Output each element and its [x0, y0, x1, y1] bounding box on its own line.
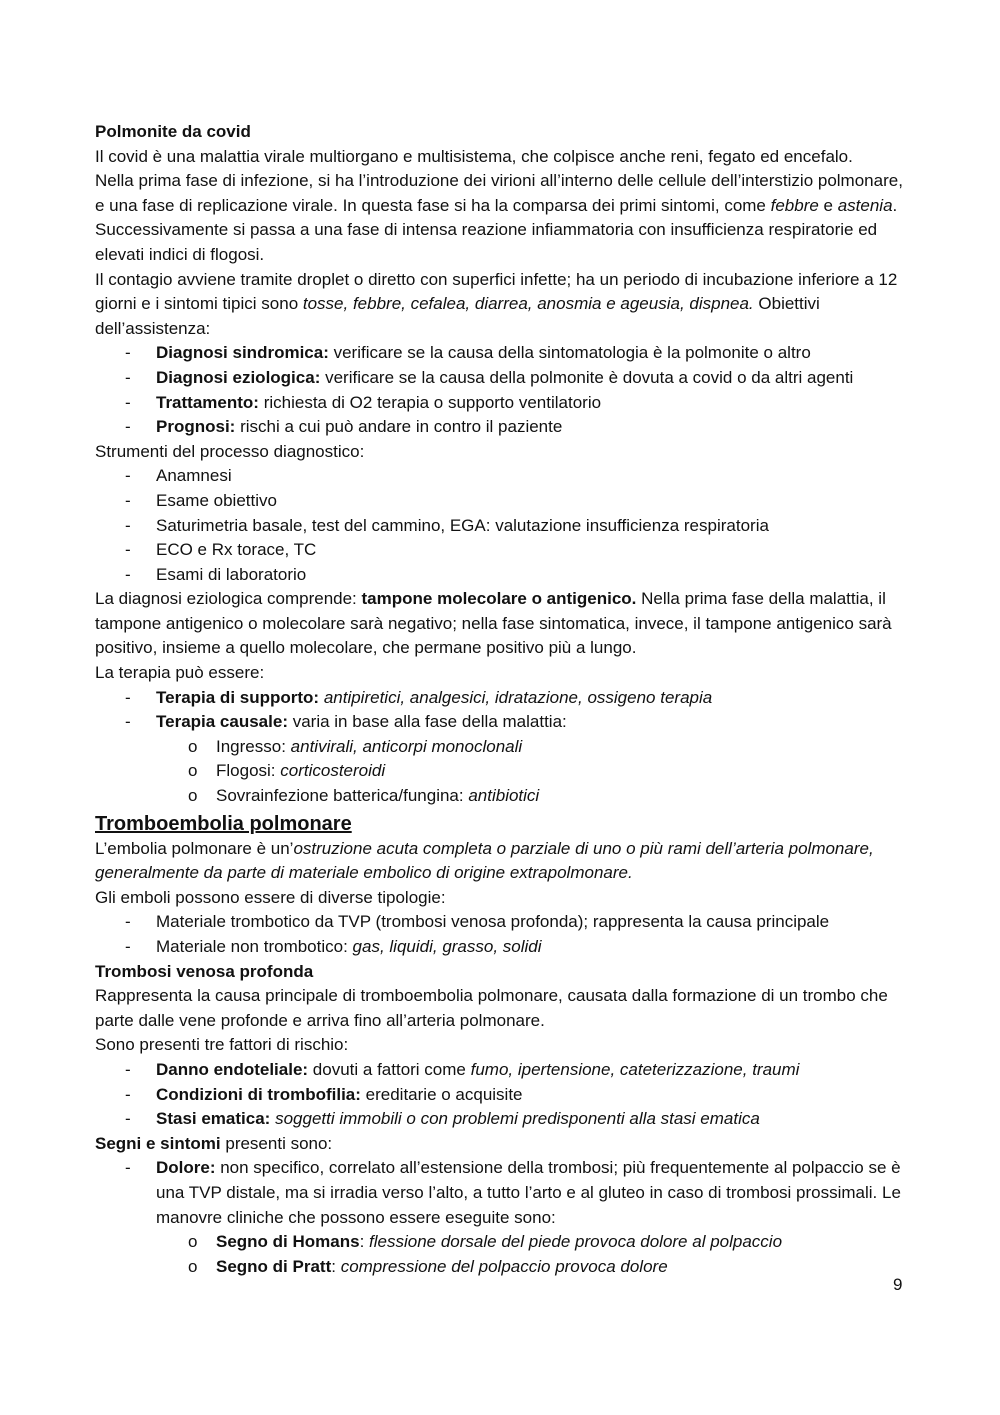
risk-list	[95, 1058, 910, 1132]
tools-list	[95, 464, 910, 587]
list-item: - Materiale trombotico da TVP (trombosi venosa profonda); rappresenta la causa principale	[95, 910, 910, 935]
emboli-list	[95, 910, 910, 959]
paragraph: Segni e sintomi presenti sono:	[95, 1133, 333, 1153]
goals-list	[95, 341, 910, 439]
list-item: - Esami di laboratorio	[95, 563, 910, 588]
list-item: - Esame obiettivo	[95, 489, 910, 514]
list-item: - Trattamento: richiesta di O2 terapia o supporto ventilatorio	[95, 391, 910, 416]
list-item: - Condizioni di trombofilia: ereditarie o acquisite	[95, 1083, 910, 1108]
paragraph: L’embolia polmonare è un’ostruzione acuta completa o parziale di uno o più rami dell’arteria polmonare, generalmente da parte di materiale embolico di origine extrapolmonare.	[95, 838, 874, 883]
paragraph: Nella prima fase di infezione, si ha l’introduzione dei virioni all’interno delle cellule dell’interstizio polmonare, e una fase di replicazione virale. In questa fase si ha la comparsa dei primi sintomi, come febbre e astenia. Successivamente si passa a una fase di intensa reazione infiammatoria con insufficienza respiratorie ed elevati indici di flogosi.	[95, 171, 903, 264]
list-item: - Terapia causale: varia in base alla fase della malattia:	[95, 710, 910, 735]
paragraph: Gli emboli possono essere di diverse tipologie:	[95, 887, 446, 907]
paragraph: Il contagio avviene tramite droplet o diretto con superfici infette; ha un periodo di incubazione inferiore a 12 giorni e i sintomi tipici sono tosse, febbre, cefalea, diarrea, anosmia e ageusia, dispnea. Obiettivi dell’assistenza:	[95, 269, 898, 338]
list-item: o Segno di Pratt: compressione del polpaccio provoca dolore	[95, 1255, 910, 1280]
list-item: - Materiale non trombotico: gas, liquidi, grasso, solidi	[95, 935, 910, 960]
list-item: o Sovrainfezione batterica/fungina: antibiotici	[95, 784, 910, 809]
section-title-tep: Tromboembolia polmonare	[95, 812, 352, 835]
subsection-title-tvp: Trombosi venosa profonda	[95, 961, 314, 981]
section-title-covid: Polmonite da covid	[95, 122, 251, 141]
list-item: o Ingresso: antivirali, anticorpi monoclonali	[95, 735, 910, 760]
list-item: - Dolore: non specifico, correlato all’estensione della trombosi; più frequentemente al polpaccio se è una TVP distale, ma si irradia verso l’alto, a tutto l’arto e al gluteo in caso di trombosi prossimali. Le manovre cliniche che possono essere eseguite sono:	[95, 1156, 910, 1230]
symptom-list	[95, 1156, 910, 1230]
document-page	[95, 120, 910, 1279]
list-item: - Terapia di supporto: antipiretici, analgesici, idratazione, ossigeno terapia	[95, 686, 910, 711]
page-number: 9	[893, 1275, 903, 1294]
list-item: - Diagnosi sindromica: verificare se la causa della sintomatologia è la polmonite o altro	[95, 341, 910, 366]
list-item: - Stasi ematica: soggetti immobili o con problemi predisponenti alla stasi ematica	[95, 1107, 910, 1132]
paragraph: Sono presenti tre fattori di rischio:	[95, 1035, 349, 1055]
therapy-list	[95, 686, 910, 735]
paragraph: La diagnosi eziologica comprende: tampone molecolare o antigenico. Nella prima fase della malattia, il tampone antigenico o molecolare sarà negativo; nella fase sintomatica, invece, il tampone antigenico sarà positivo, insieme a quello molecolare, che permane positivo più a lungo.	[95, 589, 892, 658]
list-item: - ECO e Rx torace, TC	[95, 538, 910, 563]
list-item: - Saturimetria basale, test del cammino, EGA: valutazione insufficienza respiratoria	[95, 514, 910, 539]
list-item: - Danno endoteliale: dovuti a fattori come fumo, ipertensione, cateterizzazione, traumi	[95, 1058, 910, 1083]
list-item: o Segno di Homans: flessione dorsale del piede provoca dolore al polpaccio	[95, 1230, 910, 1255]
paragraph: Strumenti del processo diagnostico:	[95, 441, 365, 461]
list-item: - Anamnesi	[95, 464, 910, 489]
paragraph: Rappresenta la causa principale di tromboembolia polmonare, causata dalla formazione di un trombo che parte dalle vene profonde e arriva fino all’arteria polmonare.	[95, 986, 888, 1030]
list-item: o Flogosi: corticosteroidi	[95, 759, 910, 784]
paragraph: Il covid è una malattia virale multiorgano e multisistema, che colpisce anche reni, fegato ed encefalo.	[95, 146, 853, 166]
list-item: - Prognosi: rischi a cui può andare in contro il paziente	[95, 415, 910, 440]
phase-list	[95, 735, 910, 809]
paragraph: La terapia può essere:	[95, 663, 265, 683]
clinical-signs-list	[95, 1230, 910, 1279]
list-item: - Diagnosi eziologica: verificare se la causa della polmonite è dovuta a covid o da altri agenti	[95, 366, 910, 391]
